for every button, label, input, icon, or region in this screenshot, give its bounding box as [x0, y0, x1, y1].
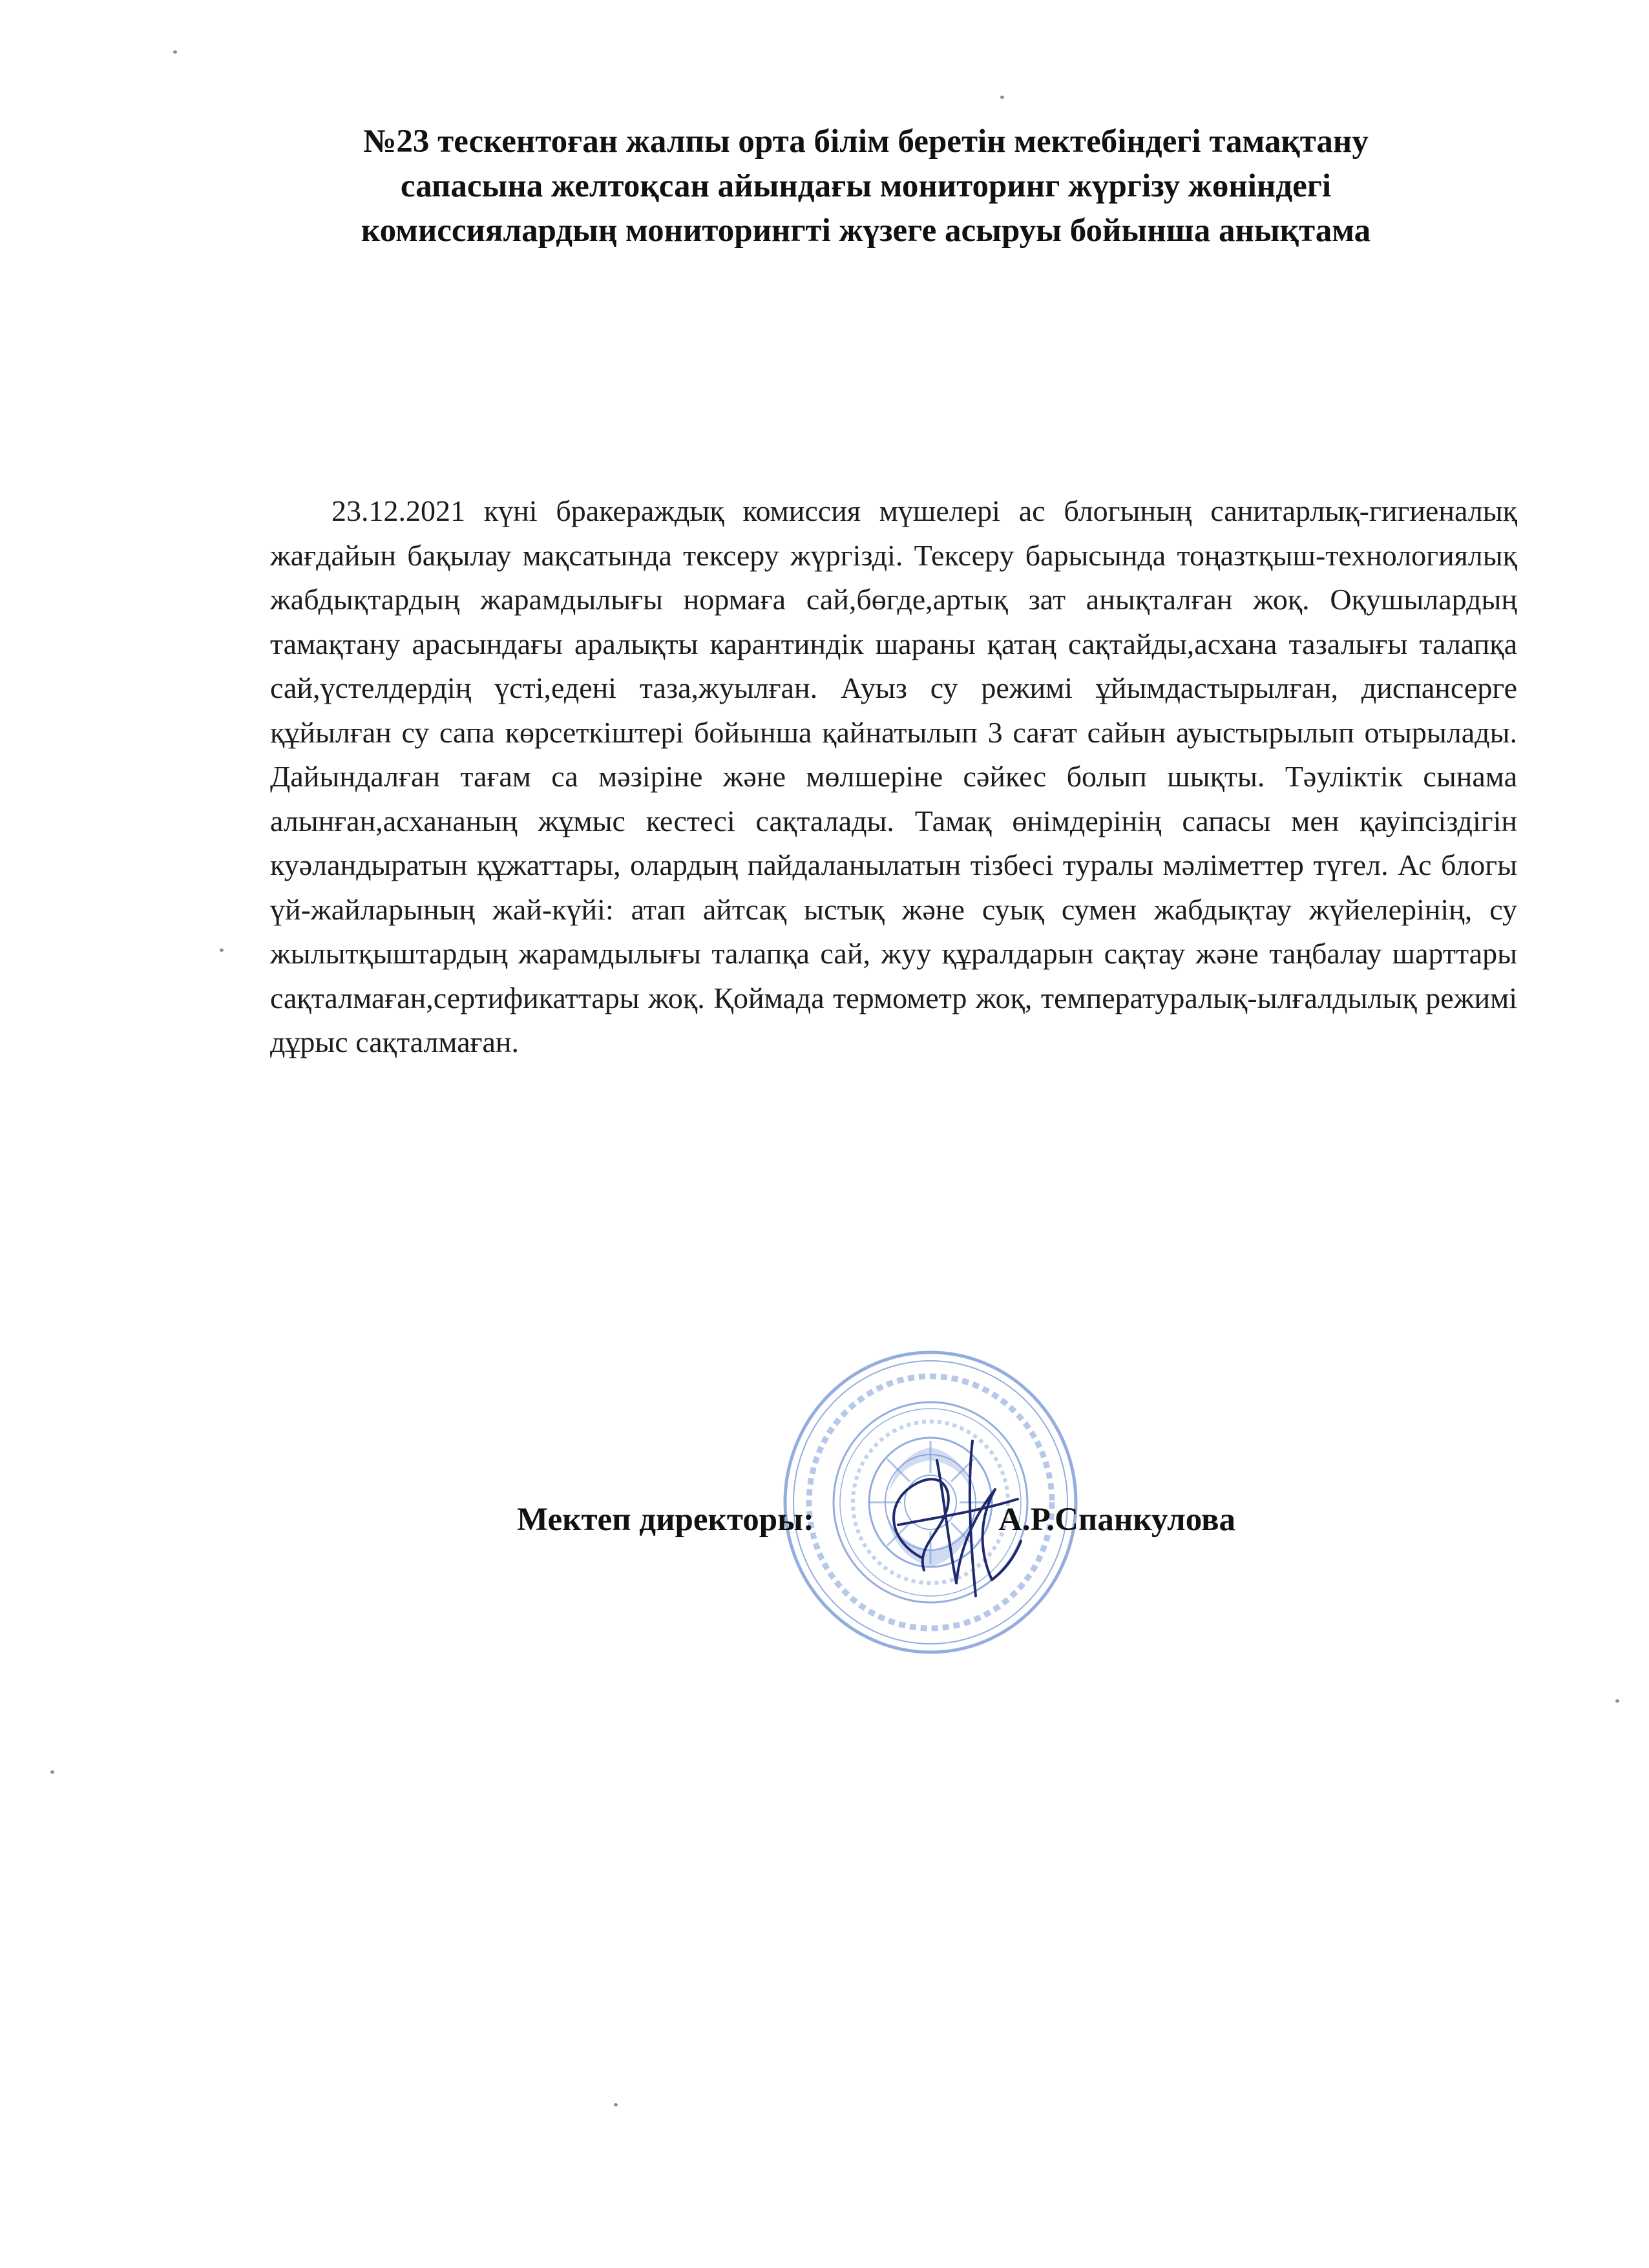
scan-speck	[1615, 1699, 1619, 1703]
title-line-1: №23 тескентоған жалпы орта білім беретін мектебіндегі тамақтану	[363, 123, 1369, 160]
scan-speck	[173, 50, 177, 54]
scan-speck	[220, 949, 224, 952]
body-paragraph-text: 23.12.2021 күні бракераждық комиссия мүшелері ас блогының санитарлық-гигиеналық жағдайын бақылау мақсатында тексеру жүргізді. Тексеру барысында тоңазтқыш-технологиялық жабдықтардың жарамдылығы нормаға сай,бөгде,артық зат анықталған жоқ. Оқушылардың тамақтану арасындағы аралықты карантиндік шараны қатаң сақтайды,асхана тазалығы талапқа сай,үстелдердің үсті,едені таза,жуылған. Ауыз су режимі ұйымдастырылған, диспансерге құйылған су сапа көрсеткіштері бойынша қайнатылып 3 сағат сайын ауыстырылып отырылады. Дайындалған тағам са мәзіріне және мөлшеріне сәйкес болып шықты. Тәуліктік сынама алынған,асхананың жұмыс кестесі сақталады. Тамақ өнімдерінің сапасы мен қауіпсіздігін куәландыратын құжаттары, олардың пайдаланылатын тізбесі туралы мәліметтер түгел. Ас блогы үй-жайларының жай-күйі: атап айтсақ ыстық және суық сумен жабдықтау жүйелерінің, су жылытқыштардың жарамдылығы талапқа сай, жуу құралдарын сақтау және таңбалау шарттары сақталмаған,сертификаттары жоқ. Қоймада термометр жоқ, температуралық-ылғалдылық режимі дұрыс сақталмаған.	[270, 494, 1517, 1058]
title-line-3: комиссиялардың мониторингті жүзеге асыруы бойынша анықтама	[361, 213, 1371, 249]
scan-speck	[50, 1770, 54, 1774]
scan-speck	[614, 2103, 618, 2106]
body-paragraph	[270, 489, 1517, 1065]
signature-label: Мектеп директоры:	[517, 1502, 814, 1538]
signatory-name: А.Р.Спанкулова	[998, 1502, 1235, 1538]
document-title	[233, 120, 1499, 253]
scan-speck	[1000, 96, 1004, 99]
title-line-2: сапасына желтоқсан айындағы мониторинг жүргізу жөніндегі	[400, 168, 1332, 204]
